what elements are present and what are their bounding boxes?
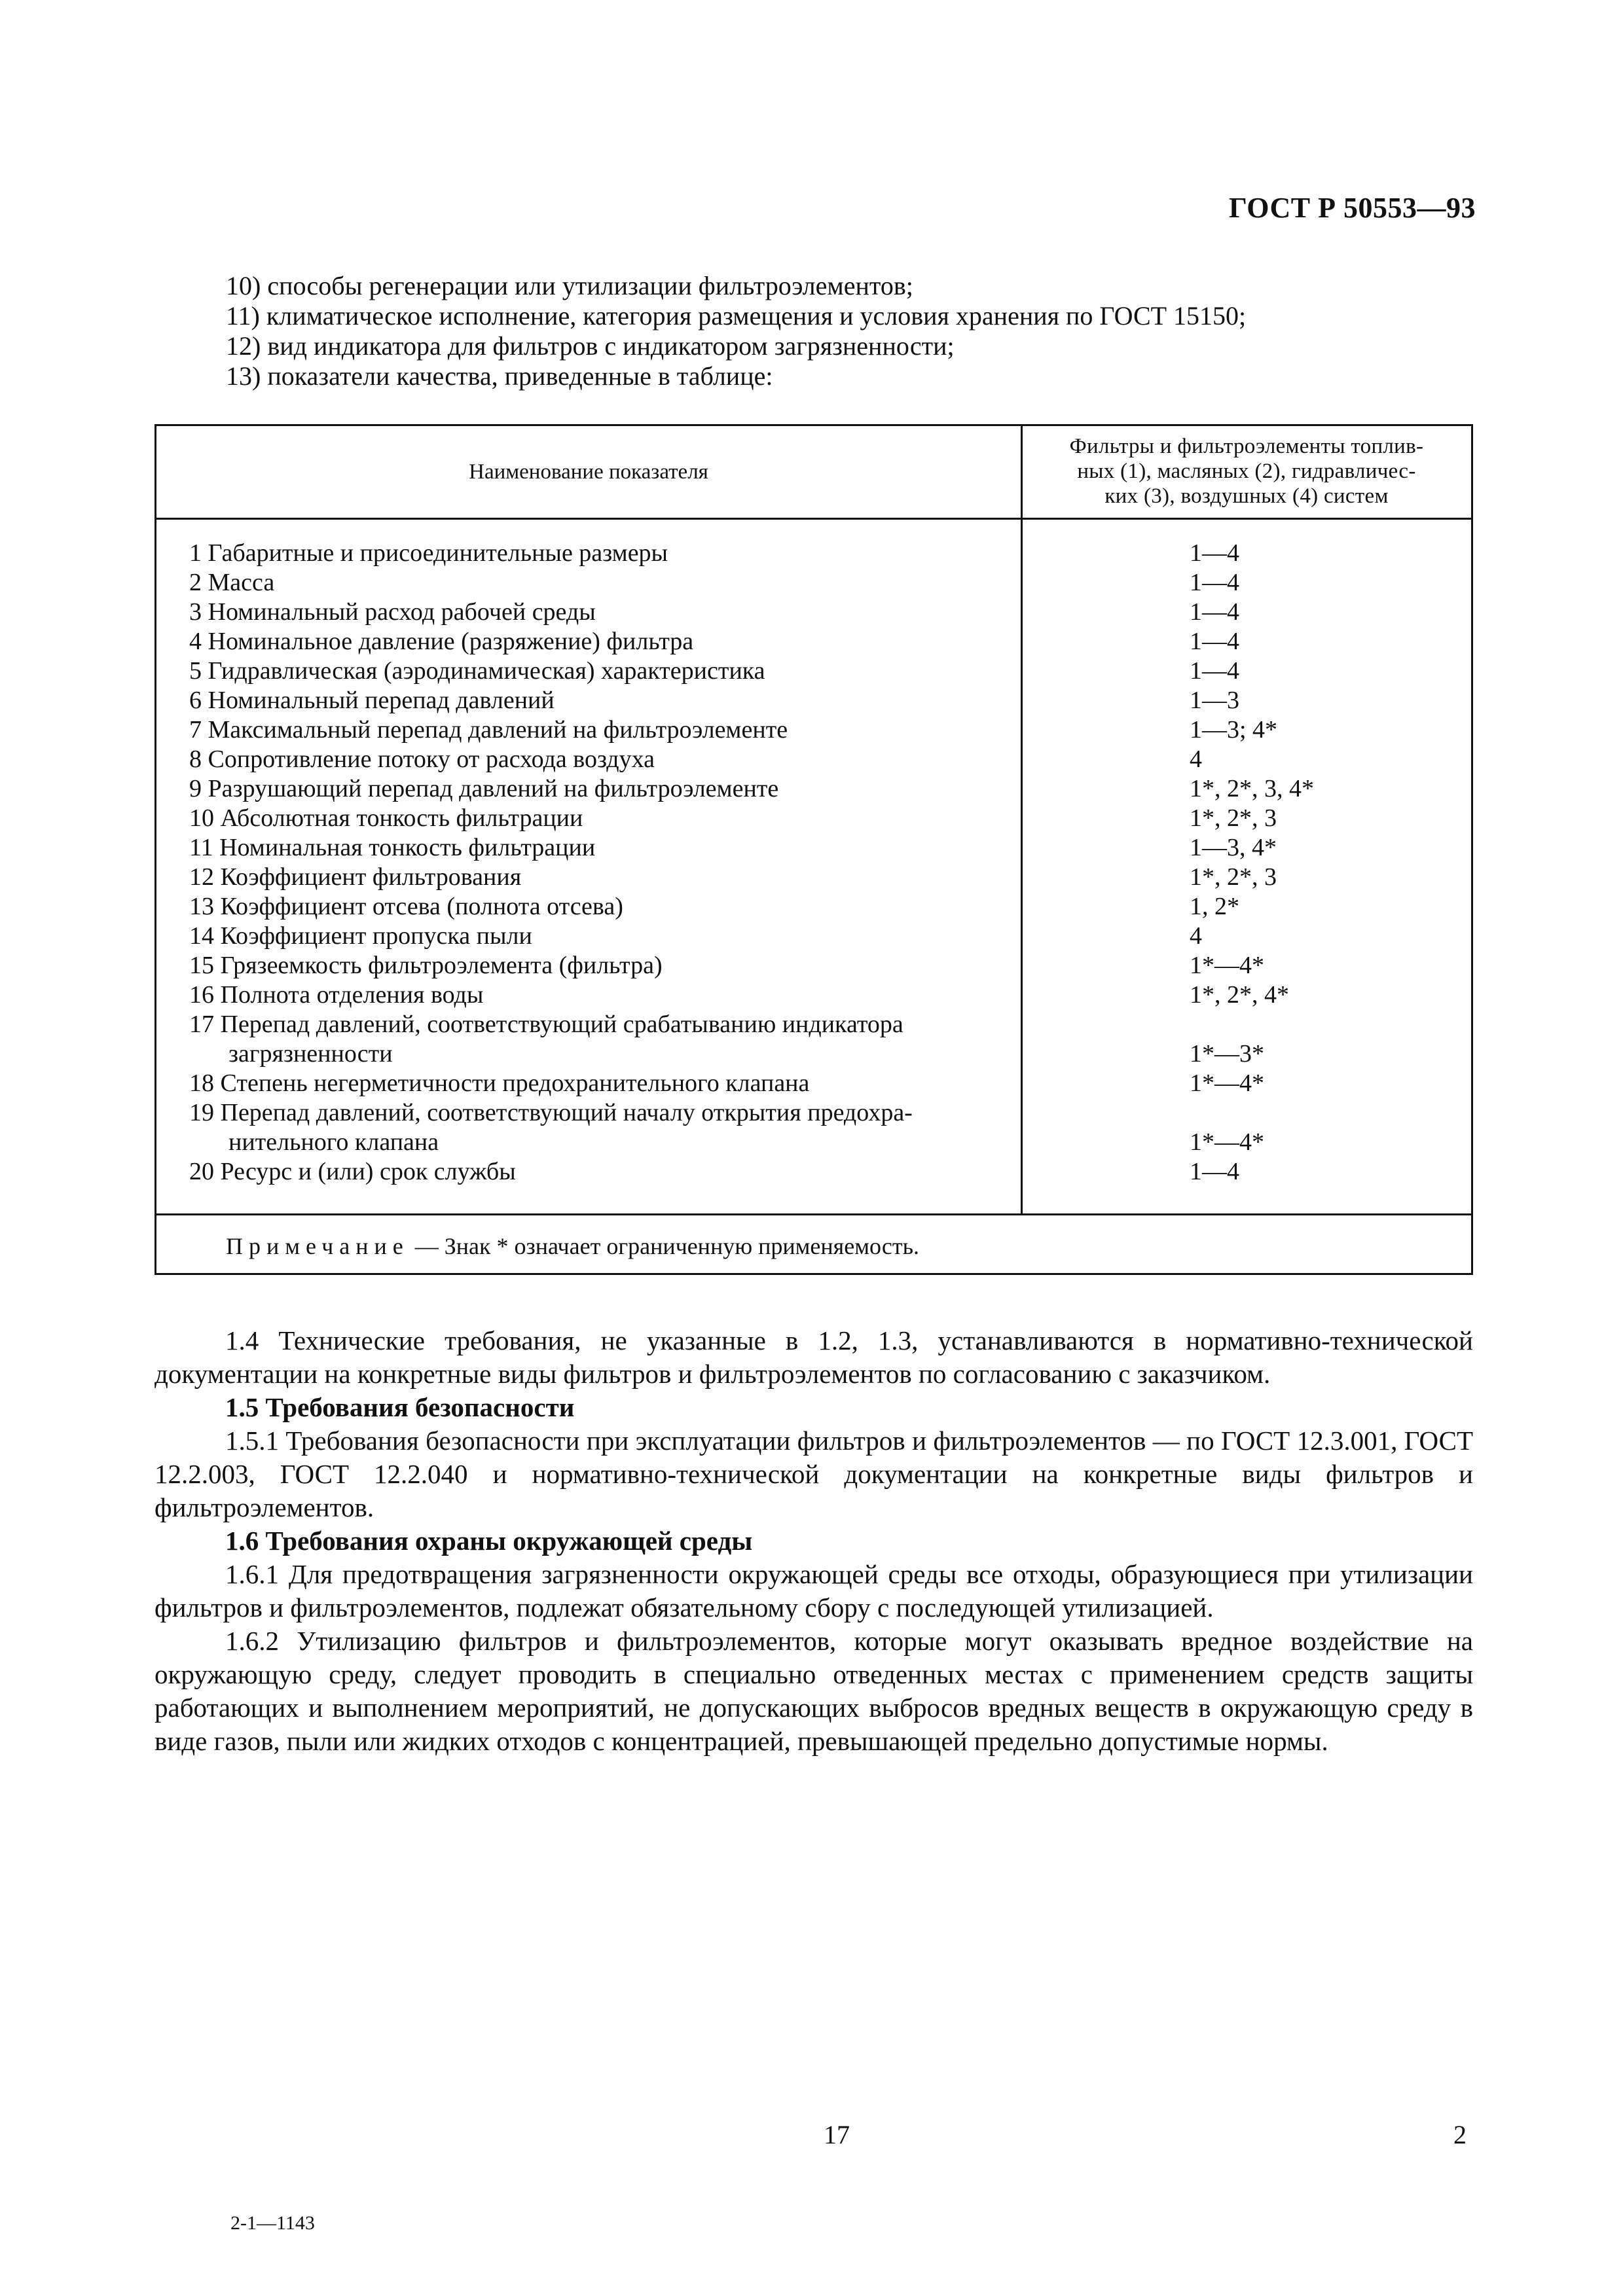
applicability-value: 1*, 2*, 3 <box>1190 804 1277 832</box>
applicability-value: 1—4 <box>1190 598 1239 626</box>
table-row <box>156 892 1471 922</box>
paragraph-1-6-2: 1.6.2 Утилизацию фильтров и фильтроэлементов, которые могут оказывать вредное воздействие на окружающую среду, следует проводить в специально отведенных местах с применением средств защиты работающих и выполнением мероприятий, не допускающих выбросов вредных веществ в окружающую среду в виде газов, пыли или жидких отходов с концентрацией, превышающей предельно допустимые нормы. <box>155 1626 1473 1756</box>
table-row <box>156 656 1471 686</box>
indicator-name: 18 Степень негерметичности предохранительного клапана <box>189 1069 810 1097</box>
list-item: 11) климатическое исполнение, категория размещения и условия хранения по ГОСТ 15150; <box>226 301 1247 331</box>
table-row <box>156 598 1471 627</box>
applicability-value: 1, 2* <box>1190 893 1239 920</box>
header-line: Фильтры и фильтроэлементы топлив- <box>1069 435 1424 458</box>
header-line: ких (3), воздушных (4) систем <box>1104 484 1389 508</box>
table-header-divider <box>156 518 1471 520</box>
table-row <box>156 539 1471 568</box>
table-row <box>156 1128 1471 1157</box>
table-row <box>156 627 1471 656</box>
applicability-value: 1*—4* <box>1190 952 1264 979</box>
indicator-name: 19 Перепад давлений, соответствующий началу открытия предохра- <box>189 1099 913 1126</box>
indicator-name: 7 Максимальный перепад давлений на фильтроэлементе <box>189 716 788 744</box>
applicability-value: 1*, 2*, 3, 4* <box>1190 775 1314 802</box>
indicator-name: 9 Разрушающий перепад давлений на фильтроэлементе <box>189 775 779 802</box>
indicator-name: 2 Масса <box>189 569 275 596</box>
print-code: 2-1—1143 <box>230 2212 315 2234</box>
applicability-value: 1—4 <box>1190 569 1239 596</box>
table-body <box>156 539 1471 1187</box>
header-line: ных (1), масляных (2), гидравличес- <box>1077 459 1416 483</box>
page-number: 17 <box>824 2120 850 2149</box>
indicator-name: 15 Грязеемкость фильтроэлемента (фильтра) <box>189 952 663 979</box>
table-row <box>156 1069 1471 1098</box>
indicator-name: 13 Коэффициент отсева (полнота отсева) <box>189 893 623 920</box>
applicability-value: 1*—3* <box>1190 1040 1264 1067</box>
indicator-name: 4 Номинальное давление (разряжение) фильтра <box>189 628 694 655</box>
list-item: 13) показатели качества, приведенные в таблице: <box>226 361 773 391</box>
applicability-value: 1—4 <box>1190 628 1239 655</box>
indicator-name: 6 Номинальный перепад давлений <box>189 687 555 714</box>
heading-1-6: 1.6 Требования охраны окружающей среды <box>225 1526 753 1556</box>
paragraph-1-5-1: 1.5.1 Требования безопасности при эксплуатации фильтров и фильтроэлементов — по ГОСТ 12.3.001, ГОСТ 12.2.003, ГОСТ 12.2.040 и нормативно-технической документации на конкретные виды фильтров и фильтроэлементов. <box>155 1426 1473 1522</box>
indicator-name: 8 Сопротивление потоку от расхода воздуха <box>189 745 655 773</box>
applicability-value: 1—3; 4* <box>1190 716 1278 744</box>
applicability-value: 1—3 <box>1190 687 1239 714</box>
table-row <box>156 951 1471 980</box>
indicator-name: 20 Ресурс и (или) срок службы <box>189 1158 516 1185</box>
applicability-value: 1—4 <box>1190 657 1239 685</box>
indicator-name: нительного клапана <box>228 1128 439 1156</box>
note-text: — Знак * означает ограниченную применяемость. <box>414 1233 920 1259</box>
indicator-name: 17 Перепад давлений, соответствующий срабатыванию индикатора <box>189 1011 903 1038</box>
indicator-name: 12 Коэффициент фильтрования <box>189 863 522 891</box>
quality-indicators-table <box>155 424 1473 1275</box>
table-row <box>156 686 1471 715</box>
applicability-value: 1*, 2*, 3 <box>1190 863 1277 891</box>
table-header-filter-types <box>1027 434 1466 509</box>
indicator-name: 16 Полнота отделения воды <box>189 981 484 1009</box>
applicability-value: 4 <box>1190 745 1202 773</box>
applicability-value: 1*, 2*, 4* <box>1190 981 1289 1009</box>
table-row <box>156 1039 1471 1069</box>
list-item: 12) вид индикатора для фильтров с индикатором загрязненности; <box>226 331 955 361</box>
page-corner-number: 2 <box>1453 2120 1467 2149</box>
applicability-value: 1*—4* <box>1190 1128 1264 1156</box>
table-row <box>156 745 1471 774</box>
table-row <box>156 833 1471 863</box>
table-row <box>156 863 1471 892</box>
indicator-name: 1 Габаритные и присоединительные размеры <box>189 539 668 567</box>
table-note-divider <box>156 1213 1471 1215</box>
applicability-value: 1—4 <box>1190 539 1239 567</box>
table-row <box>156 568 1471 598</box>
table-row <box>156 1157 1471 1187</box>
applicability-value: 1*—4* <box>1190 1069 1264 1097</box>
table-row <box>156 1010 1471 1039</box>
table-row <box>156 715 1471 745</box>
indicator-name: 10 Абсолютная тонкость фильтрации <box>189 804 583 832</box>
heading-1-5: 1.5 Требования безопасности <box>225 1392 575 1422</box>
document-body <box>155 1324 1473 1758</box>
document-header: ГОСТ Р 50553—93 <box>1228 192 1476 224</box>
requirements-list <box>226 271 1503 391</box>
indicator-name: загрязненности <box>228 1040 393 1067</box>
applicability-value: 1—3, 4* <box>1190 834 1277 861</box>
indicator-name: 3 Номинальный расход рабочей среды <box>189 598 596 626</box>
table-header-indicator-name: Наименование показателя <box>469 460 708 484</box>
paragraph-1-6-1: 1.6.1 Для предотвращения загрязненности окружающей среды все отходы, образующиеся при утилизации фильтров и фильтроэлементов, подлежат обязательному сбору с последующей утилизацией. <box>155 1559 1473 1623</box>
table-row <box>156 804 1471 833</box>
table-row <box>156 922 1471 951</box>
applicability-value: 4 <box>1190 922 1202 950</box>
list-item: 10) способы регенерации или утилизации фильтроэлементов; <box>226 271 913 300</box>
paragraph-1-4: 1.4 Технические требования, не указанные в 1.2, 1.3, устанавливаются в нормативно-технической документации на конкретные виды фильтров и фильтроэлементов по согласованию с заказчиком. <box>155 1325 1473 1389</box>
indicator-name: 14 Коэффициент пропуска пыли <box>189 922 532 950</box>
indicator-name: 11 Номинальная тонкость фильтрации <box>189 834 596 861</box>
table-row <box>156 774 1471 804</box>
applicability-value: 1—4 <box>1190 1158 1239 1185</box>
indicator-name: 5 Гидравлическая (аэродинамическая) характеристика <box>189 657 765 685</box>
note-label: Примечание <box>226 1233 409 1259</box>
table-row <box>156 1098 1471 1128</box>
table-row <box>156 980 1471 1010</box>
table-note <box>226 1232 919 1260</box>
